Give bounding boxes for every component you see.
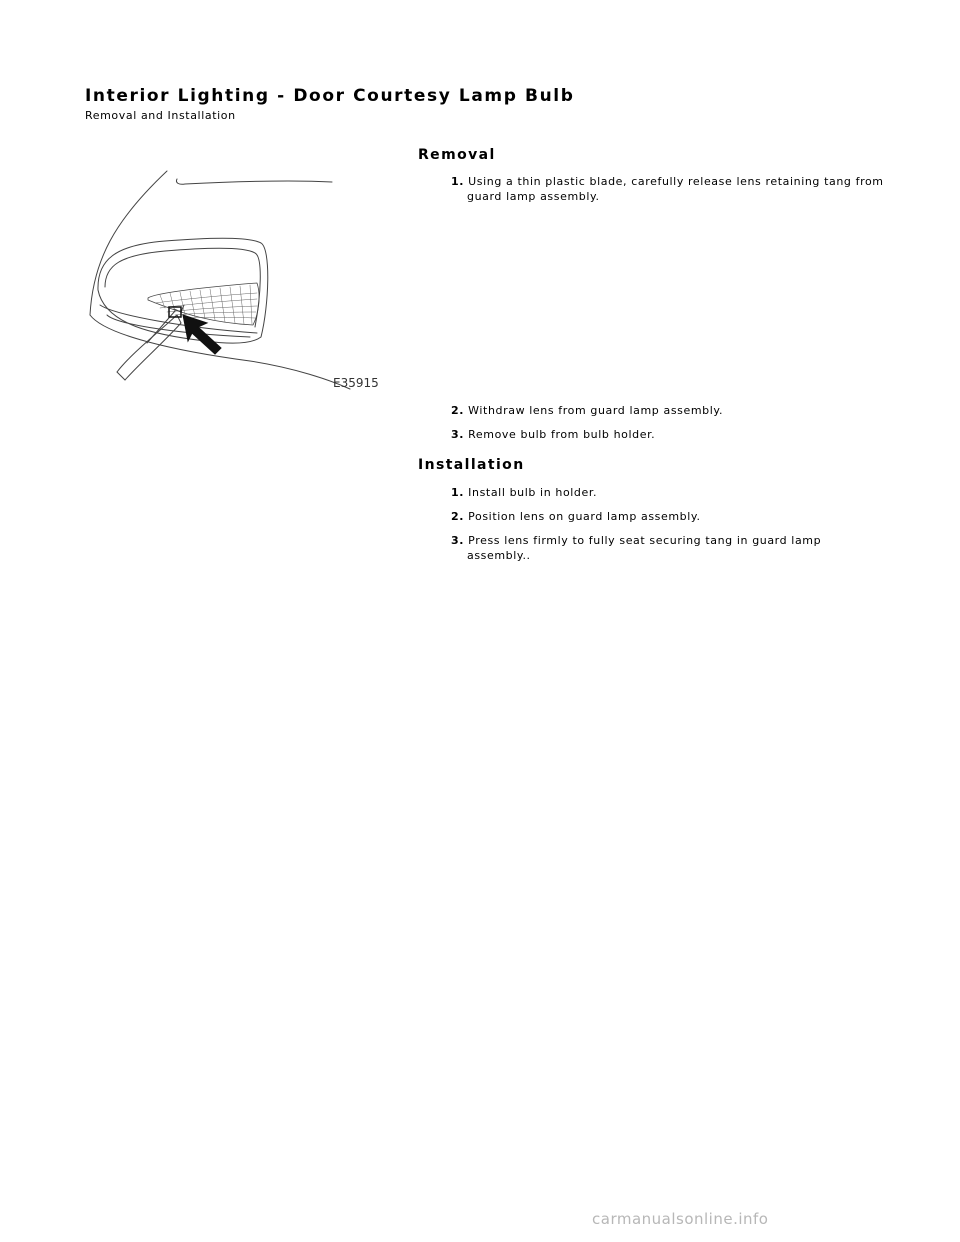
step-number: 3. [451, 534, 465, 547]
step-text: Press lens firmly to fully seat securing tang in guard lamp assembly.. [467, 534, 822, 562]
door-courtesy-lamp-illustration [85, 165, 395, 395]
removal-heading: Removal [418, 147, 496, 163]
page-title: Interior Lighting - Door Courtesy Lamp Bulb [85, 86, 575, 106]
removal-step-3 [451, 427, 887, 442]
installation-step-2 [451, 509, 887, 524]
installation-heading: Installation [418, 457, 525, 473]
step-text: Withdraw lens from guard lamp assembly. [468, 404, 724, 417]
removal-step-1 [451, 174, 887, 204]
step-number: 1. [451, 175, 465, 188]
step-text: Using a thin plastic blade, carefully release lens retaining tang from guard lamp assembly. [467, 175, 884, 203]
step-text: Install bulb in holder. [468, 486, 598, 499]
step-number: 2. [451, 510, 465, 523]
step-number: 3. [451, 428, 465, 441]
step-text: Position lens on guard lamp assembly. [468, 510, 701, 523]
step-text: Remove bulb from bulb holder. [468, 428, 656, 441]
installation-step-3 [451, 533, 887, 563]
removal-step-2 [451, 403, 887, 418]
watermark-link[interactable]: carmanualsonline.info [592, 1210, 769, 1228]
step-number: 1. [451, 486, 465, 499]
figure-label: E35915 [333, 376, 379, 390]
page-subtitle: Removal and Installation [85, 109, 236, 122]
step-number: 2. [451, 404, 465, 417]
installation-step-1 [451, 485, 887, 500]
lamp-drawing-icon [85, 165, 395, 395]
